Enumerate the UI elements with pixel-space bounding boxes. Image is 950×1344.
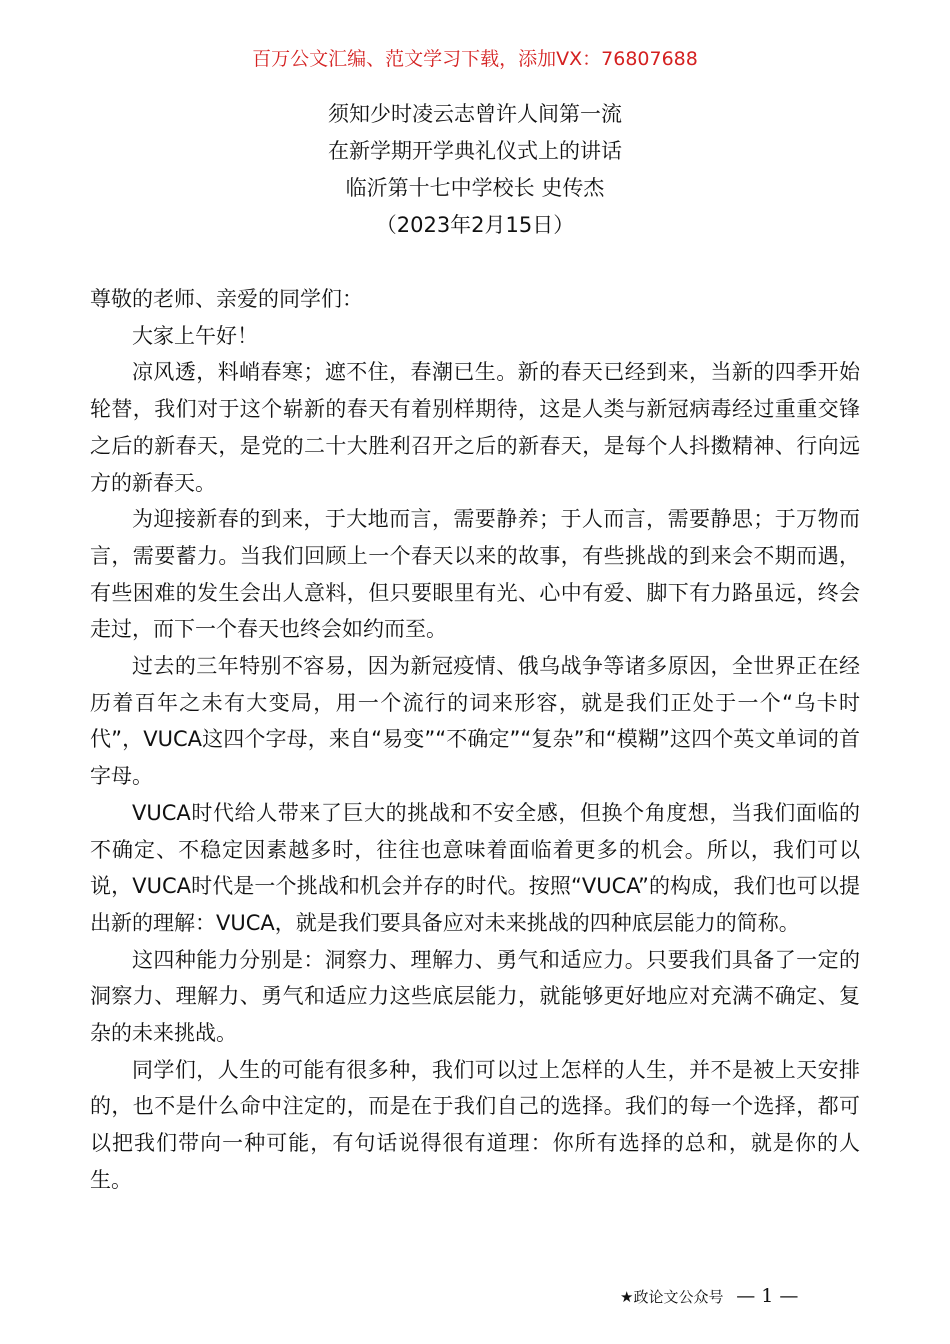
footer-label: ★政论文公众号	[620, 1288, 724, 1306]
speech-title: 在新学期开学典礼仪式上的讲话	[328, 139, 622, 163]
paragraph: 为迎接新春的到来，于大地而言，需要静养；于人而言，需要静思；于万物而言，需要蓄力。当我们回顾上一个春天以来的故事，有些挑战的到来会不期而遇，有些困难的发生会出人意料，但只要眼里有光、心中有爱、脚下有力路虽远，终会走过，而下一个春天也终会如约而至。	[90, 507, 860, 642]
paragraph: VUCA时代给人带来了巨大的挑战和不安全感，但换个角度想，当我们面临的不确定、不稳定因素越多时，往往也意味着面临着更多的机会。所以，我们可以说，VUCA时代是一个挑战和机会并存的时代。按照“VUCA”的构成，我们也可以提出新的理解：VUCA，就是我们要具备应对未来挑战的四种底层能力的简称。	[90, 800, 860, 935]
paragraph-greeting: 大家上午好！	[132, 323, 258, 348]
speech-motto-title: 须知少时凌云志曾许人间第一流	[328, 102, 622, 126]
page-footer	[620, 1284, 860, 1308]
paragraph: 过去的三年特别不容易，因为新冠疫情、俄乌战争等诸多原因，全世界正在经历着百年之未有大变局，用一个流行的词来形容，就是我们正处于一个“乌卡时代”，VUCA这四个字母，来自“易变”“不确定”“复杂”和“模糊”这四个英文单词的首字母。	[90, 654, 860, 789]
title-block	[0, 96, 950, 244]
speech-date: （2023年2月15日）	[375, 213, 575, 237]
salutation: 尊敬的老师、亲爱的同学们：	[90, 287, 363, 311]
paragraph: 凉风透，料峭春寒；遮不住，春潮已生。新的春天已经到来，当新的四季开始轮替，我们对于这个崭新的春天有着别样期待，这是人类与新冠病毒经过重重交锋之后的新春天，是党的二十大胜利召开之后的新春天，是每个人抖擞精神、行向远方的新春天。	[90, 360, 860, 495]
paragraph: 这四种能力分别是：洞察力、理解力、勇气和适应力。只要我们具备了一定的洞察力、理解力、勇气和适应力这些底层能力，就能够更好地应对充满不确定、复杂的未来挑战。	[90, 947, 860, 1046]
speaker-line: 临沂第十七中学校长 史传杰	[345, 176, 605, 200]
watermark-banner: 百万公文汇编、范文学习下载，添加VX：76807688	[252, 48, 698, 70]
speech-body	[90, 281, 860, 1199]
paragraph: 同学们，人生的可能有很多种，我们可以过上怎样的人生，并不是被上天安排的，也不是什么命中注定的，而是在于我们自己的选择。我们的每一个选择，都可以把我们带向一种可能，有句话说得很有道理：你所有选择的总和，就是你的人生。	[90, 1057, 860, 1192]
page-number: — 1 —	[736, 1285, 799, 1307]
